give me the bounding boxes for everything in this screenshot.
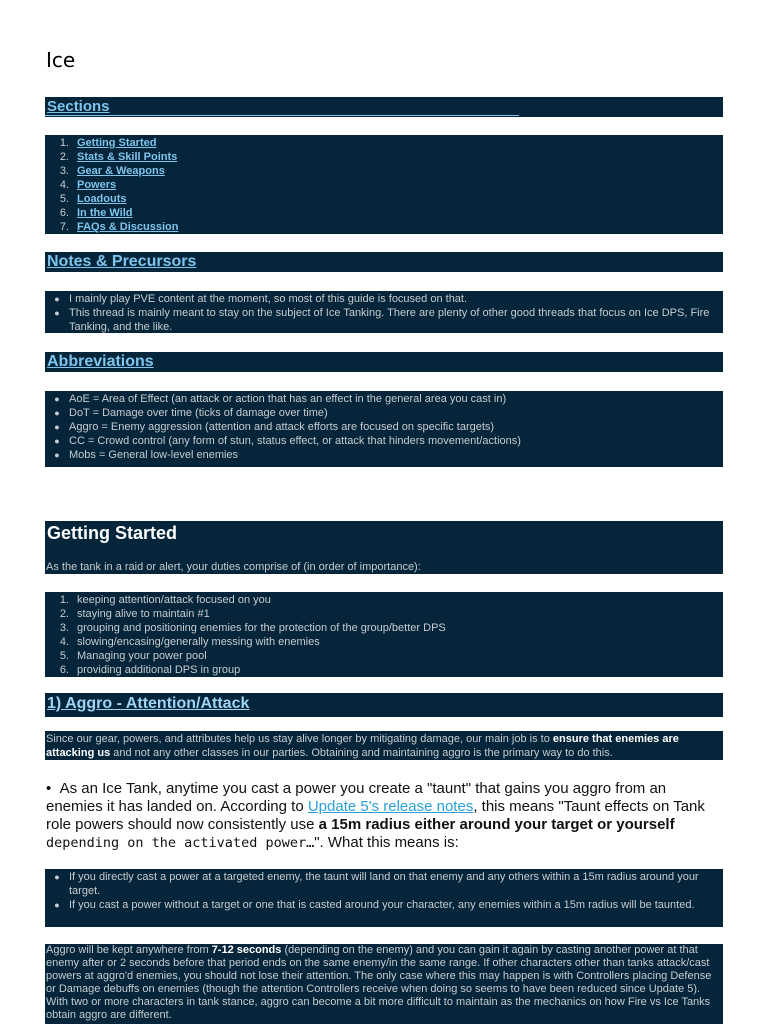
- list-item: [45, 420, 723, 434]
- list-text: Aggro = Enemy aggression (attention and attack efforts are focused on specific targets): [69, 421, 495, 433]
- bullet-pre: As an Ice Tank, anytime you cast a power you create a "taunt" that gains you aggro from an enemies it has landed on. According to: [46, 780, 667, 815]
- toc-link[interactable]: FAQs & Discussion: [77, 221, 179, 233]
- abbreviations-list: [45, 391, 723, 467]
- list-text: CC = Crowd control (any form of stun, status effect, or attack that hinders movement/actions): [69, 435, 521, 447]
- bullet-icon: ●: [54, 900, 60, 910]
- sections-heading[interactable]: Sections: [47, 98, 110, 115]
- duties-list: [45, 592, 723, 677]
- toc-item[interactable]: [45, 150, 723, 164]
- list-text: grouping and positioning enemies for the protection of the group/better DPS: [77, 622, 446, 634]
- toc-item[interactable]: [45, 192, 723, 206]
- list-number: 6.: [59, 664, 69, 676]
- aggro-intro: [45, 731, 723, 760]
- list-number: 3.: [59, 622, 69, 634]
- list-item: [45, 635, 723, 649]
- list-number: 4.: [59, 636, 69, 648]
- list-text: providing additional DPS in group: [77, 664, 241, 676]
- list-text: staying alive to maintain #1: [77, 608, 210, 620]
- list-number: 1.: [59, 137, 69, 149]
- list-number: 5.: [59, 193, 69, 205]
- list-number: 5.: [59, 650, 69, 662]
- list-item: [45, 621, 723, 635]
- aggro-intro-pre: Since our gear, powers, and attributes help us stay alive longer by mitigating damage, our main job is to: [46, 733, 553, 745]
- list-text: Mobs = General low-level enemies: [69, 449, 239, 461]
- list-number: 2.: [59, 151, 69, 163]
- list-number: 1.: [59, 594, 69, 606]
- closing-bold: 7-12 seconds: [211, 944, 282, 956]
- getting-started-block: [45, 521, 723, 574]
- list-text: Managing your power pool: [77, 650, 207, 662]
- list-item: [45, 306, 723, 334]
- list-item: [45, 607, 723, 621]
- sections-underline: [45, 115, 519, 116]
- list-text: If you directly cast a power at a targeted enemy, the taunt will land on that enemy and any others within a 15m radius around your target.: [69, 871, 699, 897]
- list-item: [45, 448, 723, 462]
- list-number: 7.: [59, 221, 69, 233]
- notes-heading[interactable]: Notes & Precursors: [47, 253, 197, 270]
- list-item: [45, 663, 723, 677]
- list-number: 3.: [59, 165, 69, 177]
- bullet-mid: , this means "Taunt effects on Tank role powers should now consistently use: [46, 798, 705, 833]
- toc-item[interactable]: [45, 178, 723, 192]
- aggro-header: [45, 693, 723, 717]
- toc-link[interactable]: Getting Started: [77, 137, 157, 149]
- list-text: DoT = Damage over time (ticks of damage over time): [69, 407, 328, 419]
- getting-started-intro: As the tank in a raid or alert, your duties comprise of (in order of importance):: [46, 561, 421, 573]
- closing-post: (depending on the enemy) and you can gain it again by casting another power at that enemy after or 2 seconds before that period ends on the same enemy/in the same range. If other characters other than tanks attack/cast powers at aggro'd enemies, you should not lose their attention. The only case where this may happen is with Controllers placing Defense or Damage debuffs on enemies (though the attention Controllers receive when doing so seems to have been reduced since Update 5). With two or more characters in tank stance, aggro can become a bit more difficult to maintain as the mechanics on how Fire vs Ice Tanks obtain aggro are different.: [46, 944, 712, 1021]
- bullet-icon: ●: [54, 436, 60, 446]
- list-text: If you cast a power without a target or one that is casted around your character, any enemies within a 15m radius will be taunted.: [69, 899, 695, 911]
- toc-item[interactable]: [45, 136, 723, 150]
- toc-item[interactable]: [45, 164, 723, 178]
- toc-item[interactable]: [45, 220, 723, 234]
- list-number: 4.: [59, 179, 69, 191]
- aggro-intro-bold: ensure that enemies are attacking us: [46, 733, 679, 759]
- bullet-bold: a 15m radius either around your target or yourself: [318, 816, 675, 833]
- aggro-intro-post: and not any other classes in our parties. Obtaining and maintaining aggro is the primary way to do this.: [110, 746, 613, 759]
- list-item: [45, 406, 723, 420]
- bullet-icon: ●: [54, 408, 60, 418]
- list-text: slowing/encasing/generally messing with enemies: [77, 636, 320, 648]
- toc-item[interactable]: [45, 206, 723, 220]
- bullet-icon: ●: [54, 308, 60, 318]
- toc-link[interactable]: Stats & Skill Points: [77, 151, 178, 163]
- bullet-icon: ●: [54, 294, 60, 304]
- list-item: [45, 434, 723, 448]
- abbreviations-header: [45, 352, 723, 372]
- toc-link[interactable]: Powers: [77, 179, 117, 191]
- update-5-release-notes-link[interactable]: Update 5's release notes: [307, 798, 474, 815]
- bullet-mono: depending on the activated power…: [46, 835, 315, 851]
- bullet-post: ". What this means is:: [314, 834, 459, 851]
- list-text: keeping attention/attack focused on you: [77, 594, 271, 606]
- closing-pre: Aggro will be kept anywhere from: [46, 944, 212, 956]
- list-item: [45, 292, 723, 306]
- sections-header: [45, 97, 723, 117]
- list-text: I mainly play PVE content at the moment, so most of this guide is focused on that.: [69, 293, 468, 305]
- aggro-points-list: [45, 869, 723, 927]
- list-number: 6.: [59, 207, 69, 219]
- toc-link[interactable]: Loadouts: [77, 193, 127, 205]
- getting-started-heading: Getting Started: [47, 523, 178, 543]
- list-item: [45, 593, 723, 607]
- bullet-dot: •: [46, 780, 60, 797]
- bullet-icon: ●: [54, 394, 60, 404]
- list-text: This thread is mainly meant to stay on the subject of Ice Tanking. There are plenty of other good threads that focus on Ice DPS, Fire Tanking, and the like.: [69, 307, 710, 333]
- list-item: [45, 649, 723, 663]
- list-item: [45, 392, 723, 406]
- list-item: [45, 870, 723, 898]
- list-item: [45, 898, 723, 912]
- list-number: 2.: [59, 608, 69, 620]
- notes-list: [45, 291, 723, 333]
- notes-header: [45, 252, 723, 272]
- bullet-icon: ●: [54, 422, 60, 432]
- list-text: AoE = Area of Effect (an attack or action that has an effect in the general area you cast in): [69, 393, 507, 405]
- abbreviations-heading[interactable]: Abbreviations: [47, 353, 154, 370]
- aggro-heading[interactable]: 1) Aggro - Attention/Attack: [47, 695, 250, 712]
- aggro-bullet-paragraph: [46, 780, 726, 852]
- bullet-icon: ●: [54, 872, 60, 882]
- toc-link[interactable]: In the Wild: [77, 207, 133, 219]
- bullet-icon: ●: [54, 450, 60, 460]
- toc-link[interactable]: Gear & Weapons: [77, 165, 165, 177]
- table-of-contents: [45, 135, 723, 234]
- page-title: Ice: [46, 48, 76, 72]
- aggro-closing: [45, 944, 723, 1024]
